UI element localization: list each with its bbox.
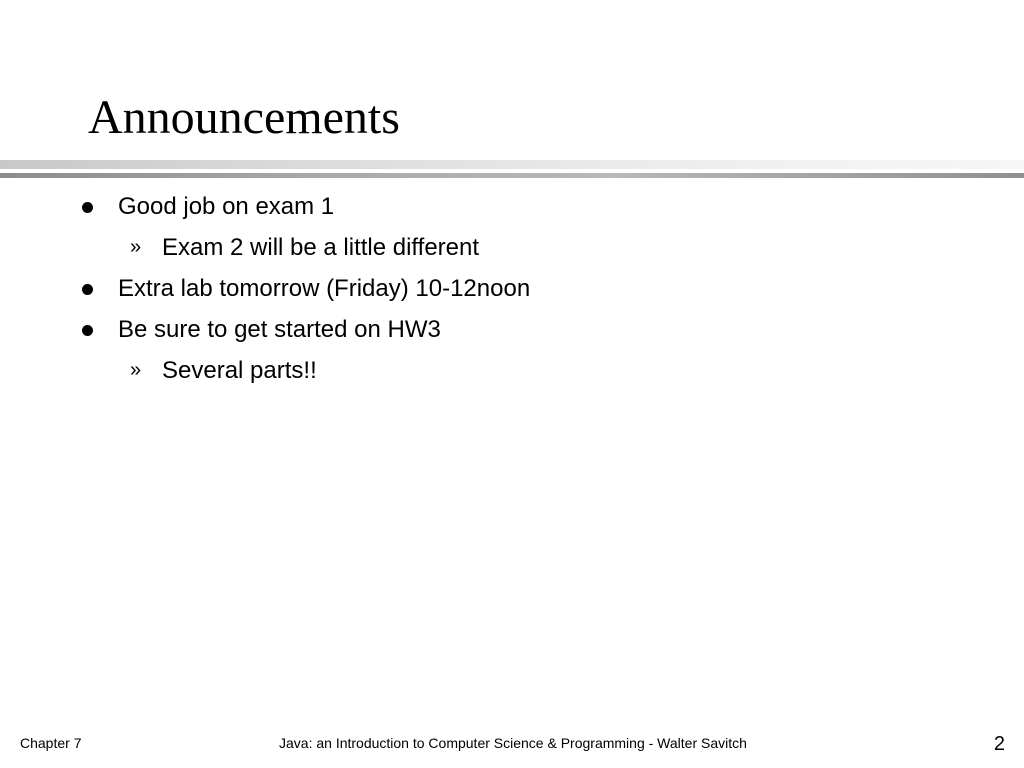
sub-bullet-text: Several parts!! xyxy=(162,357,317,384)
bullet-list xyxy=(0,186,1024,391)
page-number: 2 xyxy=(993,733,1005,755)
bullet-dot-icon xyxy=(82,325,93,336)
bullet-dot-icon xyxy=(82,284,93,295)
sub-bullet-item xyxy=(0,350,1024,391)
sub-bullet-marker-icon: » xyxy=(130,236,142,258)
slide-title: Announcements xyxy=(88,91,400,144)
bullet-text: Good job on exam 1 xyxy=(118,193,335,220)
bullet-item xyxy=(0,309,1024,350)
bullet-dot-icon xyxy=(82,202,93,213)
title-divider-light xyxy=(0,160,1024,169)
title-divider-dark xyxy=(0,173,1024,178)
footer-chapter: Chapter 7 xyxy=(20,735,82,751)
sub-bullet-marker-icon: » xyxy=(130,359,142,381)
bullet-item xyxy=(0,268,1024,309)
bullet-text: Be sure to get started on HW3 xyxy=(118,316,441,343)
bullet-text: Extra lab tomorrow (Friday) 10-12noon xyxy=(118,275,531,302)
bullet-item xyxy=(0,186,1024,227)
footer-course-title: Java: an Introduction to Computer Science & Programming - Walter Savitch xyxy=(279,735,747,751)
sub-bullet-item xyxy=(0,227,1024,268)
sub-bullet-text: Exam 2 will be a little different xyxy=(162,234,480,261)
